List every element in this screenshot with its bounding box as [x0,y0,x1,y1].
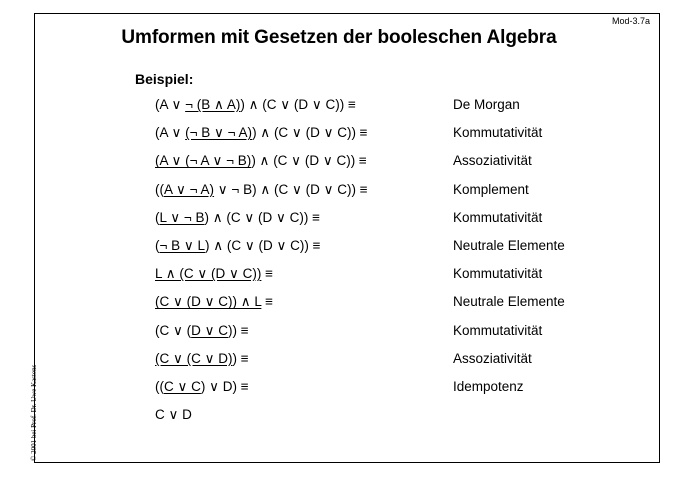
copyright-note: © 2001 bei Prof. Dr. Uwe Kastens [30,364,38,461]
law-name: Assoziativität [453,153,532,169]
expr-rewritten-part: (¬ B ∨ ¬ A) [185,125,253,141]
step-expression [155,379,249,395]
law-name: De Morgan [453,97,520,112]
expr-rewritten-part: (C ∨ (D ∨ C)) ∧ L [155,294,262,310]
expr-rewritten-part: ¬ (B ∧ A) [185,97,241,112]
expr-suffix: ≡ [261,266,274,282]
law-name: Assoziativität [453,350,532,366]
step-expression [155,266,273,282]
expr-prefix: C ∨ D [155,407,192,423]
expr-rewritten-part: (A ∨ (¬ A ∨ ¬ B) [155,153,252,169]
expr-suffix: ) ∧ (C ∨ (D ∨ C)) ≡ [204,209,321,225]
law-name: Neutrale Elemente [453,294,565,310]
step-expression [155,294,273,310]
expr-prefix: (A ∨ [155,125,186,141]
step-expression [155,182,368,198]
expr-prefix: ( [155,238,160,253]
expr-rewritten-part: A ∨ ¬ A) [164,181,215,197]
step-expression [155,407,192,423]
expr-rewritten-part: L ∨ ¬ B [159,209,205,225]
step-expression [155,351,249,367]
example-label: Beispiel: [135,71,194,87]
expr-suffix: ) ∧ (C ∨ (D ∨ C)) ≡ [205,238,321,253]
law-name: Neutrale Elemente [453,238,565,253]
step-expression [155,153,367,169]
expr-rewritten-part: ¬ B ∨ L [159,238,206,253]
expr-rewritten-part: (C ∨ (C ∨ D) [155,350,233,366]
slide-title: Umformen mit Gesetzen der booleschen Algebra [121,27,557,48]
expr-suffix: ) ∨ D) ≡ [200,379,249,394]
step-expression [155,238,321,254]
expr-suffix: )) ≡ [228,322,249,338]
expr-prefix: (A ∨ [155,97,186,112]
law-name: Kommutativität [453,322,543,338]
step-expression [155,125,368,141]
expr-prefix: (( [155,379,164,394]
expr-rewritten-part: L ∧ (C ∨ (D ∨ C)) [155,266,262,282]
expr-prefix: (( [155,181,164,197]
expr-prefix: (C ∨ ( [155,322,192,338]
expr-suffix: ≡ [261,294,274,310]
module-id: Mod-3.7a [612,16,651,26]
slide-frame [34,13,660,463]
expr-suffix: ) ∧ (C ∨ (D ∨ C)) ≡ [252,125,368,141]
law-name: Idempotenz [453,379,524,394]
expr-rewritten-part: D ∨ C [191,322,229,338]
step-expression [155,210,320,226]
expr-suffix: ) ≡ [232,350,249,366]
law-name: Kommutativität [453,209,543,225]
law-name: Kommutativität [453,125,543,141]
step-expression [155,97,356,113]
law-name: Kommutativität [453,266,543,282]
expr-suffix: ) ∧ (C ∨ (D ∨ C)) ≡ [251,153,367,169]
expr-suffix: ∨ ¬ B) ∧ (C ∨ (D ∨ C)) ≡ [214,181,368,197]
law-name: Komplement [453,181,529,197]
step-expression [155,323,249,339]
expr-suffix: ) ∧ (C ∨ (D ∨ C)) ≡ [240,97,356,112]
expr-prefix: ( [155,209,160,225]
expr-rewritten-part: C ∨ C [164,379,201,394]
